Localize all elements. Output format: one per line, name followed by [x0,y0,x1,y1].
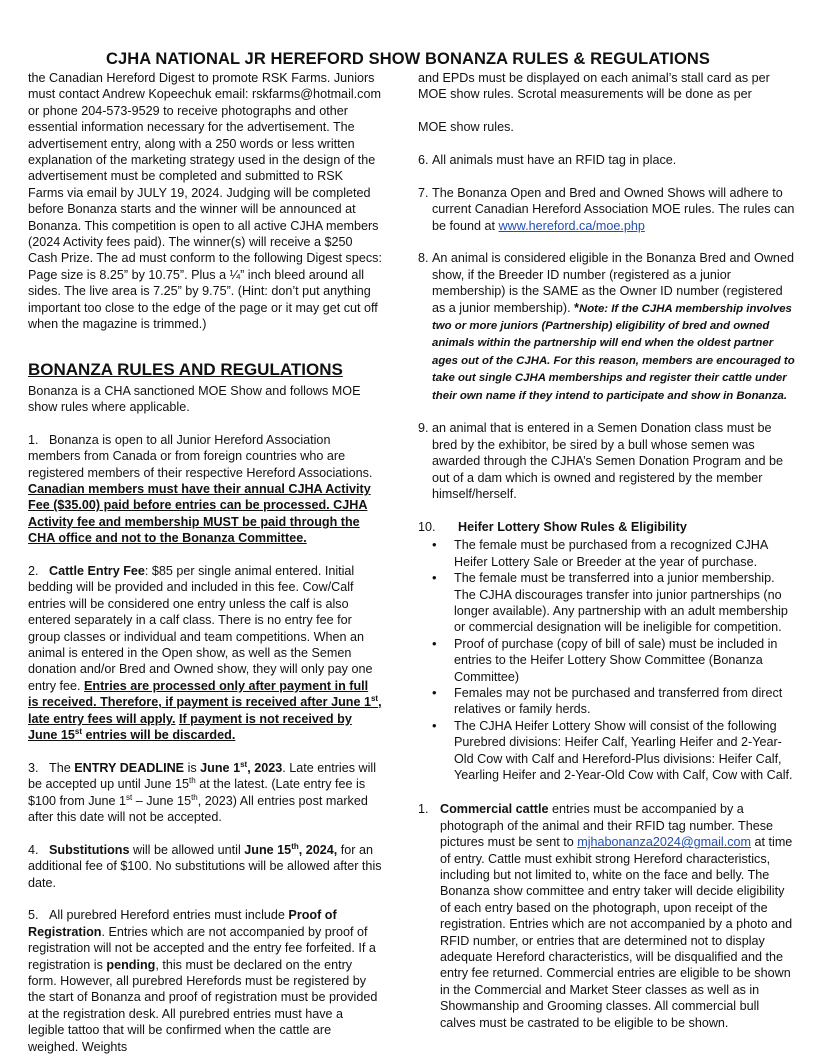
rule-number: 9. [418,421,429,436]
rule-label: Substitutions [49,842,130,857]
rule-emphasis: Canadian members must have their annual CJHA Activity Fee ($35.00) paid before entries can be processed. CJHA Activity fee and membership MUST be paid through the CHA office and not to the Bonanza Committee. [28,481,371,546]
moe-rules-link[interactable]: www.hereford.ca/moe.php [498,218,645,233]
rule-8 [418,250,798,404]
rule-text: All animals must have an RFID tag in place. [432,153,677,167]
page-title: CJHA NATIONAL JR HEREFORD SHOW BONANZA RULES & REGULATIONS [105,50,711,68]
right-column [418,70,798,1031]
rule-number: 2. [28,563,39,578]
rule-text: An animal is considered eligible in the Bonanza Bred and Owned show, if the Breeder ID number (registered as a junior membership) is the SAME as the Owner ID number (registered as a junior membership). *Note: If the CJHA membership involves two or more juniors (Partnership) eligibility of bred and owned animals within the partnership will end when the oldest partner ages out of the CJHA. For this reason, members are encouraged to take out single CJHA memberships and register their cattle under their own name if they intend to participate and show in Bonanza. [432,251,795,402]
rule-number: 10. [418,519,436,534]
rule-number: 1. [28,432,39,447]
rule-number: 6. [418,153,429,167]
rule-heading: Heifer Lottery Show Rules & Eligibility [458,519,687,534]
section-intro: Bonanza is a CHA sanctioned MOE Show and follows MOE show rules where applicable. [28,383,361,414]
rule-number: 1. [418,802,429,817]
continued-text: and EPDs must be displayed on each animal’s stall card as per MOE show rules. Scrotal measurements will be done as per [418,71,770,102]
rule-number: 4. [28,842,39,857]
rule-text: Commercial cattle entries must be accompanied by a photograph of the animal and their RFID tag number. These pictures must be sent to mjhabonanza2024@gmail.com at time of entry. Cattle must exhibit strong Hereford characteristics, including but not limited to, white on the face and belly. The Bonanza show committee and entry taker will decide eligibility of each entry based on the photograph, upon receipt of the registration. Entries which are not accompanied by a photo and RFID number, or entries that are determined not to display adequate Hereford characteristics, will be disqualified and the entry fee returned. Commercial entries are eligible to be shown in the Commercial and Market Steer classes as well as in Showmanship and Grooming classes. All commercial bull calves must be castrated to be eligible to be shown. [440,802,793,1030]
rule-emphasis: Entries are processed only after payment in full is received. Therefore, if payment is received after June 1st, late entry fees will apply. [28,678,382,726]
section-heading: BONANZA RULES AND REGULATIONS [28,359,343,379]
rule-1 [28,432,382,547]
rule-10 [418,519,798,784]
deadline-date: June 1st, 2023 [200,759,283,775]
bonanza-email-link[interactable]: mjhabonanza2024@gmail.com [577,835,752,850]
rule-label: Cattle Entry Fee [49,563,145,578]
substitution-date: June 15th, 2024, [244,841,338,857]
list-item: • Proof of purchase (copy of bill of sale) must be included in entries to the Heifer Lottery Show Committee (Bonanza Committee) [454,636,798,685]
list-item: • Females may not be purchased and transferred from direct relatives or family herds. [454,685,798,718]
rule-number: 8. [418,251,429,266]
rule-11 [418,801,798,1031]
rule-5: 5. All purebred Hereford entries must include Proof of Registration. Entries which are not accompanied by proof of registration will not be accepted and the entry fee forfeited. If a registration is pending, this must be declared on the entry form. However, all purebred Herefords must be registered by the start of Bonanza and proof of registration must be provided at the registration desk. All purebred entries must have a legible tattoo that will be confirmed when the cattle are weighed. Weights [28,908,378,1054]
partnership-note: Note: If the CJHA membership involves two or more juniors (Partnership) eligibility of bred and owned animals within the partnership will end when the oldest partner ages out of the CJHA. For this reason, members are encouraged to take out single CJHA memberships and register their cattle under their own name if they intend to participate and show in Bonanza. [432,302,795,402]
intro-paragraph: the Canadian Hereford Digest to promote RSK Farms. Juniors must contact Andrew Kopeechuk email: rskfarms@hotmail.com or phone 204-573-9529 to receive photographs and other essential information necessary for the advertisement. The advertisement entry, along with a 250 words or less written explanation of the marketing strategy used in the design of the advertisement must be completed and submitted to RSK Farms via email by JULY 19, 2024. Judging will be completed before Bonanza starts and the winner will be announced at Bonanza. This competition is open to all active CJHA members (2024 Activity fees paid). The winner(s) will receive a $250 Cash Prize. The ad must conform to the following Digest specs: Page size is 8.25” by 10.75”. Plus a ¼” inch bleed around all sides. The live area is 7.25” by 9.75”. (Hint: don’t put anything important too close to the edge of the page or it may get cut off when the magazine is trimmed.) [28,71,382,332]
rule-text: The Bonanza Open and Bred and Owned Shows will adhere to current Canadian Hereford Association MOE rules. The rules can be found at www.hereford.ca/moe.php [432,185,795,233]
list-item: • The female must be purchased from a recognized CJHA Heifer Lottery Sale or Breeder at the year of purchase. [454,537,798,570]
rule-2 [28,563,382,743]
rule-text: : $85 per single animal entered. Initial bedding will be provided and included in this fee. Cow/Calf entries will be considered one entry unless the calf is also entered separately in a calf class. There is no entry fee for group classes or individual and team competitions. When an animal is entered in the Open show, as well as the Semen donation and/or Bred and Owned show, they will only pay one entry fee. [28,563,373,693]
rule-number: 5. [28,908,39,923]
left-column [28,70,382,1055]
rule-emphasis: If payment is not received by June 15st entries will be discarded. [28,711,352,742]
list-item: • The female must be transferred into a junior membership. The CJHA discourages transfer into junior partnerships (no longer available). Any partnership with an adult membership or commercial designation will be ineligible for competition. [454,570,798,636]
continued-text: MOE show rules. [418,120,514,135]
heifer-rules-list [418,537,798,783]
rule-9 [418,420,798,502]
rule-label: ENTRY DEADLINE [74,760,185,775]
rule-6 [418,152,798,168]
rule-number: 3. [28,760,39,775]
rule-text: Bonanza is open to all Junior Hereford Association members from Canada or from foreign countries who are registered members of their respective Hereford Associations. [28,432,373,480]
rule-text: an animal that is entered in a Semen Donation class must be bred by the exhibitor, be sired by a bull whose semen was awarded through the CJHA’s Semen Donation Program and be out of a dam which is owned and registered by the member himself/herself. [432,421,783,502]
rule-7 [418,185,798,234]
pending-word: pending [106,957,156,972]
list-item: • The CJHA Heifer Lottery Show will consist of the following Purebred divisions: Heifer Calf, Yearling Heifer and 2-Year-Old Cow with Calf and Hereford-Plus divisions: Heifer Calf, Yearling Heifer and 2-Year-Old Cow with Calf, Cow with Calf. [454,718,798,784]
rule-number: 7. [418,185,429,200]
rule-4: 4. Substitutions will be allowed until June 15th, 2024, for an additional fee of $100. No substitutions will be allowed after this date. [28,841,382,890]
rule-label: Proof of Registration [28,908,337,939]
rule-label: Commercial cattle [440,802,549,817]
rule-3: 3. The ENTRY DEADLINE is June 1st, 2023. Late entries will be accepted up until June 15th at the latest. (Late entry fee is $100 from June 1st – June 15th, 2023) All entries post marked after this date will not be accepted. [28,759,377,825]
